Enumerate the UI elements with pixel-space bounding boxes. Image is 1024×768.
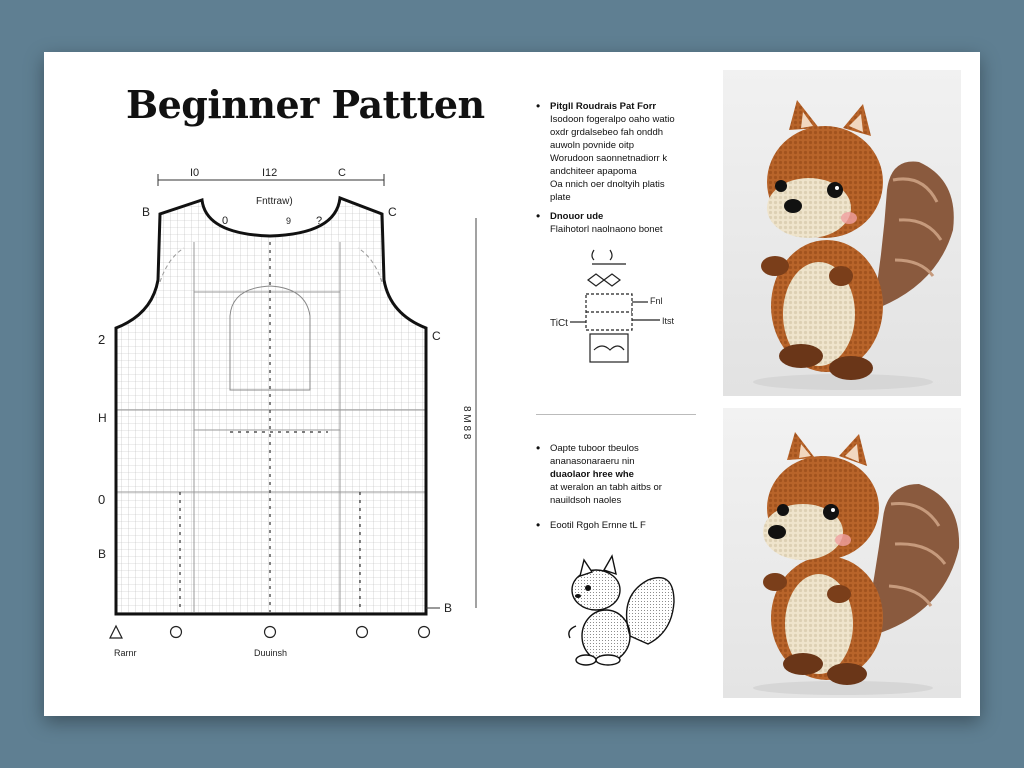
note-2-line: Flaihotorl naolnaono bonet xyxy=(550,224,663,235)
section-divider xyxy=(536,414,696,415)
mini-label-right-top: Fnl xyxy=(650,296,663,306)
neck-mark-2: 9 xyxy=(286,216,292,226)
crochet-squirrel-side-icon xyxy=(723,408,961,698)
note-2 xyxy=(532,210,708,236)
note-4-lead: Eootil Rgoh Ernne tL F xyxy=(550,520,646,531)
crochet-squirrel-icon xyxy=(723,70,961,396)
note-3-line: duaolaor hree whe xyxy=(550,469,634,480)
note-1-line: Isodoon fogeralpo oaho watio xyxy=(550,114,675,125)
dim-label-center: I12 xyxy=(262,167,278,179)
label-left-mid: H xyxy=(98,411,107,425)
note-3-line: nauildsoh naoles xyxy=(550,495,622,506)
note-3-line: at weralon an tabh aitbs or xyxy=(550,482,662,493)
note-1-line: andchiteer apapoma xyxy=(550,166,637,177)
amigurumi-photo-front xyxy=(723,70,961,396)
bottom-markers xyxy=(110,626,430,638)
label-right-top: C xyxy=(388,205,397,219)
bullet-icon: • xyxy=(536,518,541,532)
amigurumi-photo-side xyxy=(723,408,961,698)
note-1 xyxy=(532,100,708,204)
bullet-icon: • xyxy=(536,209,541,223)
neck-label: Fnttraw) xyxy=(256,196,293,207)
note-4 xyxy=(532,519,708,532)
instruction-notes xyxy=(532,100,708,396)
pattern-sheet xyxy=(44,52,980,716)
label-bottom-right: B xyxy=(444,601,453,615)
note-1-line: auwoln povnide oitp xyxy=(550,140,634,151)
mini-label-right-bottom: Itst xyxy=(662,316,675,326)
dim-label-left: I0 xyxy=(190,167,200,179)
dim-label-right: C xyxy=(338,167,346,179)
garment-diagram xyxy=(44,52,524,716)
side-dimension-label: 8 M 8 8 xyxy=(461,406,472,440)
squirrel-line-drawing xyxy=(556,540,686,670)
mini-label-left: TiCt xyxy=(550,318,568,329)
note-1-line: oxdr grdalsebeo fah onddh xyxy=(550,127,664,138)
bottom-label-left: Rarnr xyxy=(114,648,137,658)
bullet-icon: • xyxy=(536,441,541,455)
mini-schematic xyxy=(532,242,702,392)
note-3-lead: Oapte tuboor tbeulos xyxy=(550,443,639,454)
note-1-line: plate xyxy=(550,192,571,203)
bullet-icon: • xyxy=(536,99,541,113)
stitch-grid xyxy=(104,192,444,622)
note-3 xyxy=(532,442,708,507)
label-left-arm: 2 xyxy=(98,332,106,347)
label-left-low: 0 xyxy=(98,492,106,507)
label-right-arm: C xyxy=(432,329,441,343)
neck-mark-1: 0 xyxy=(222,215,229,227)
page-title: Beginner Pattten xyxy=(126,82,485,127)
note-1-line: Worudoon saonnetnadiorr k xyxy=(550,153,668,164)
label-left-top: B xyxy=(142,205,151,219)
note-2-lead: Dnouor ude xyxy=(550,211,604,222)
label-left-lower: B xyxy=(98,547,107,561)
instruction-notes-lower xyxy=(532,442,708,674)
note-3-line: ananasonaraeru nin xyxy=(550,456,635,467)
note-1-lead: Pitgll Roudrais Pat Forr xyxy=(550,101,657,112)
bottom-label-center: Duuinsh xyxy=(254,648,288,658)
neck-mark-3: ? xyxy=(316,215,323,227)
note-1-line: Oa nnich oer dnoltyih platis xyxy=(550,179,665,190)
